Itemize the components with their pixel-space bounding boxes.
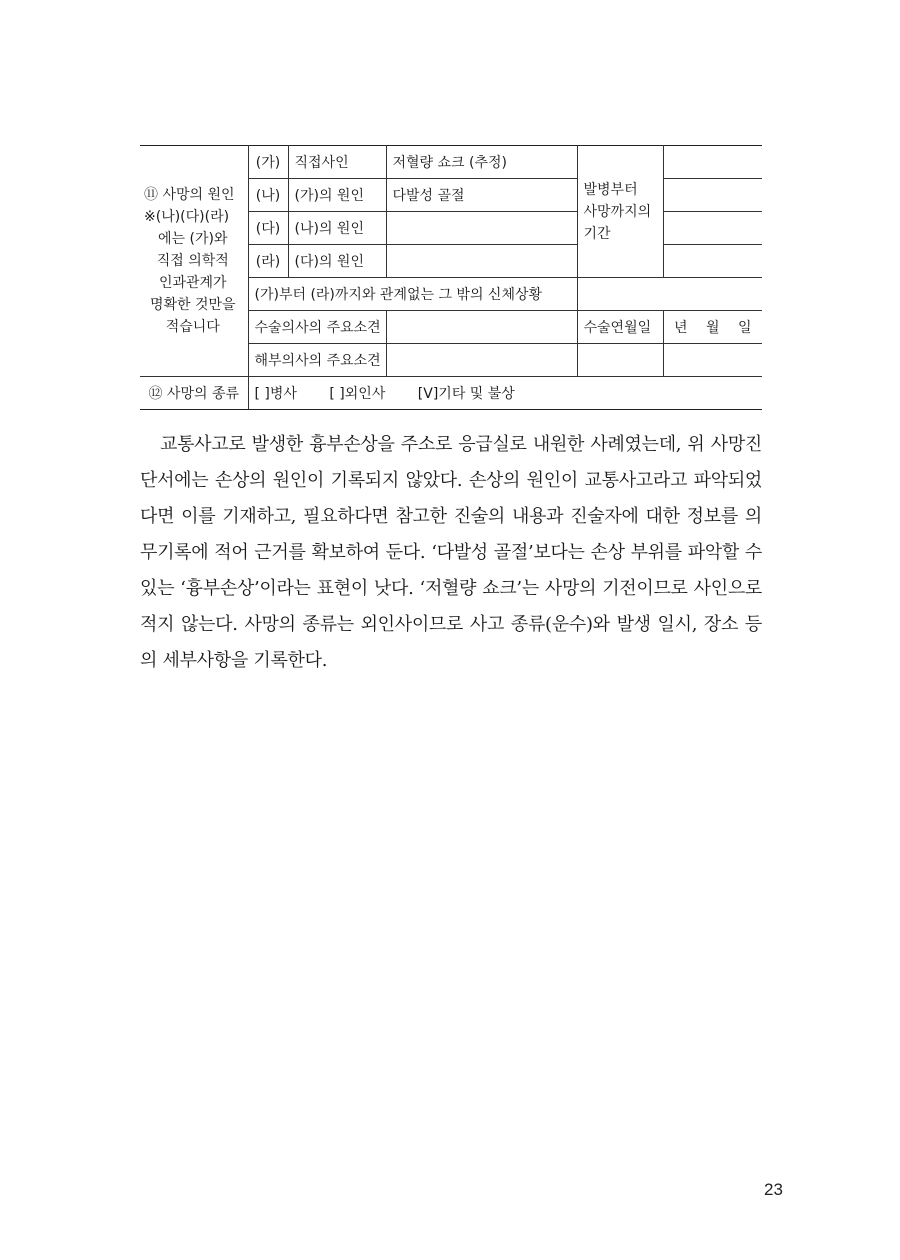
period-value — [663, 146, 762, 179]
autopsy-opinion-value — [386, 344, 577, 377]
row-label: (다)의 원인 — [288, 245, 386, 278]
death-type-row — [140, 377, 762, 410]
autopsy-opinion-label: 해부의사의 주요소견 — [248, 344, 386, 377]
other-conditions-label: (가)부터 (라)까지와 관계없는 그 밖의 신체상황 — [248, 278, 577, 311]
period-value — [663, 212, 762, 245]
row-label: 직접사인 — [288, 146, 386, 179]
body-paragraph: 교통사고로 발생한 흉부손상을 주소로 응급실로 내원한 사례였는데, 위 사망진단서에는 손상의 원인이 기록되지 않았다. 손상의 원인이 교통사고라고 파악되었다면 이를 기재하고, 필요하다면 참고한 진술의 내용과 진술자에 대한 정보를 의무기록에 적어 근거를 확보하여 둔다. ‘다발성 골절’보다는 손상 부위를 파악할 수 있는 ‘흉부손상’이라는 표현이 낫다. ‘저혈량 쇼크’는 사망의 기전이므로 사인으로 적지 않는다. 사망의 종류는 외인사이므로 사고 종류(운수)와 발생 일시, 장소 등의 세부사항을 기록한다. — [140, 434, 762, 671]
row-label: (나)의 원인 — [288, 212, 386, 245]
row-value: 다발성 골절 — [386, 179, 577, 212]
row-value — [386, 245, 577, 278]
surgery-date-value: 년 월 일 — [663, 311, 762, 344]
row-marker: (가) — [248, 146, 288, 179]
surgeon-opinion-label: 수술의사의 주요소견 — [248, 311, 386, 344]
row-value — [386, 212, 577, 245]
other-conditions-value — [577, 278, 762, 311]
option-disease: [ ]병사 — [254, 386, 297, 402]
onset-to-death-period-label: 발병부터 사망까지의 기간 — [577, 146, 663, 278]
autopsy-date-value — [663, 344, 762, 377]
period-value — [663, 179, 762, 212]
death-type-label: ⑫ 사망의 종류 — [140, 377, 248, 410]
page-number: 23 — [764, 1180, 783, 1199]
death-type-options — [248, 377, 762, 410]
surgery-date-label: 수술연월일 — [577, 311, 663, 344]
surgeon-opinion-value — [386, 311, 577, 344]
row-marker: (라) — [248, 245, 288, 278]
row-marker: (나) — [248, 179, 288, 212]
option-other-unknown: [V]기타 및 불상 — [417, 386, 515, 402]
period-value — [663, 245, 762, 278]
cause-row-a — [140, 146, 762, 179]
option-external: [ ]외인사 — [329, 386, 386, 402]
row-marker: (다) — [248, 212, 288, 245]
cause-of-death-label: ⑪ 사망의 원인 ※(나)(다)(라) 에는 (가)와 직접 의학적 인과관계가 명확한 것만을 적습니다 — [140, 146, 248, 377]
autopsy-extra-cell — [577, 344, 663, 377]
death-certificate-form — [140, 145, 762, 410]
row-value: 저혈량 쇼크 (추정) — [386, 146, 577, 179]
row-label: (가)의 원인 — [288, 179, 386, 212]
